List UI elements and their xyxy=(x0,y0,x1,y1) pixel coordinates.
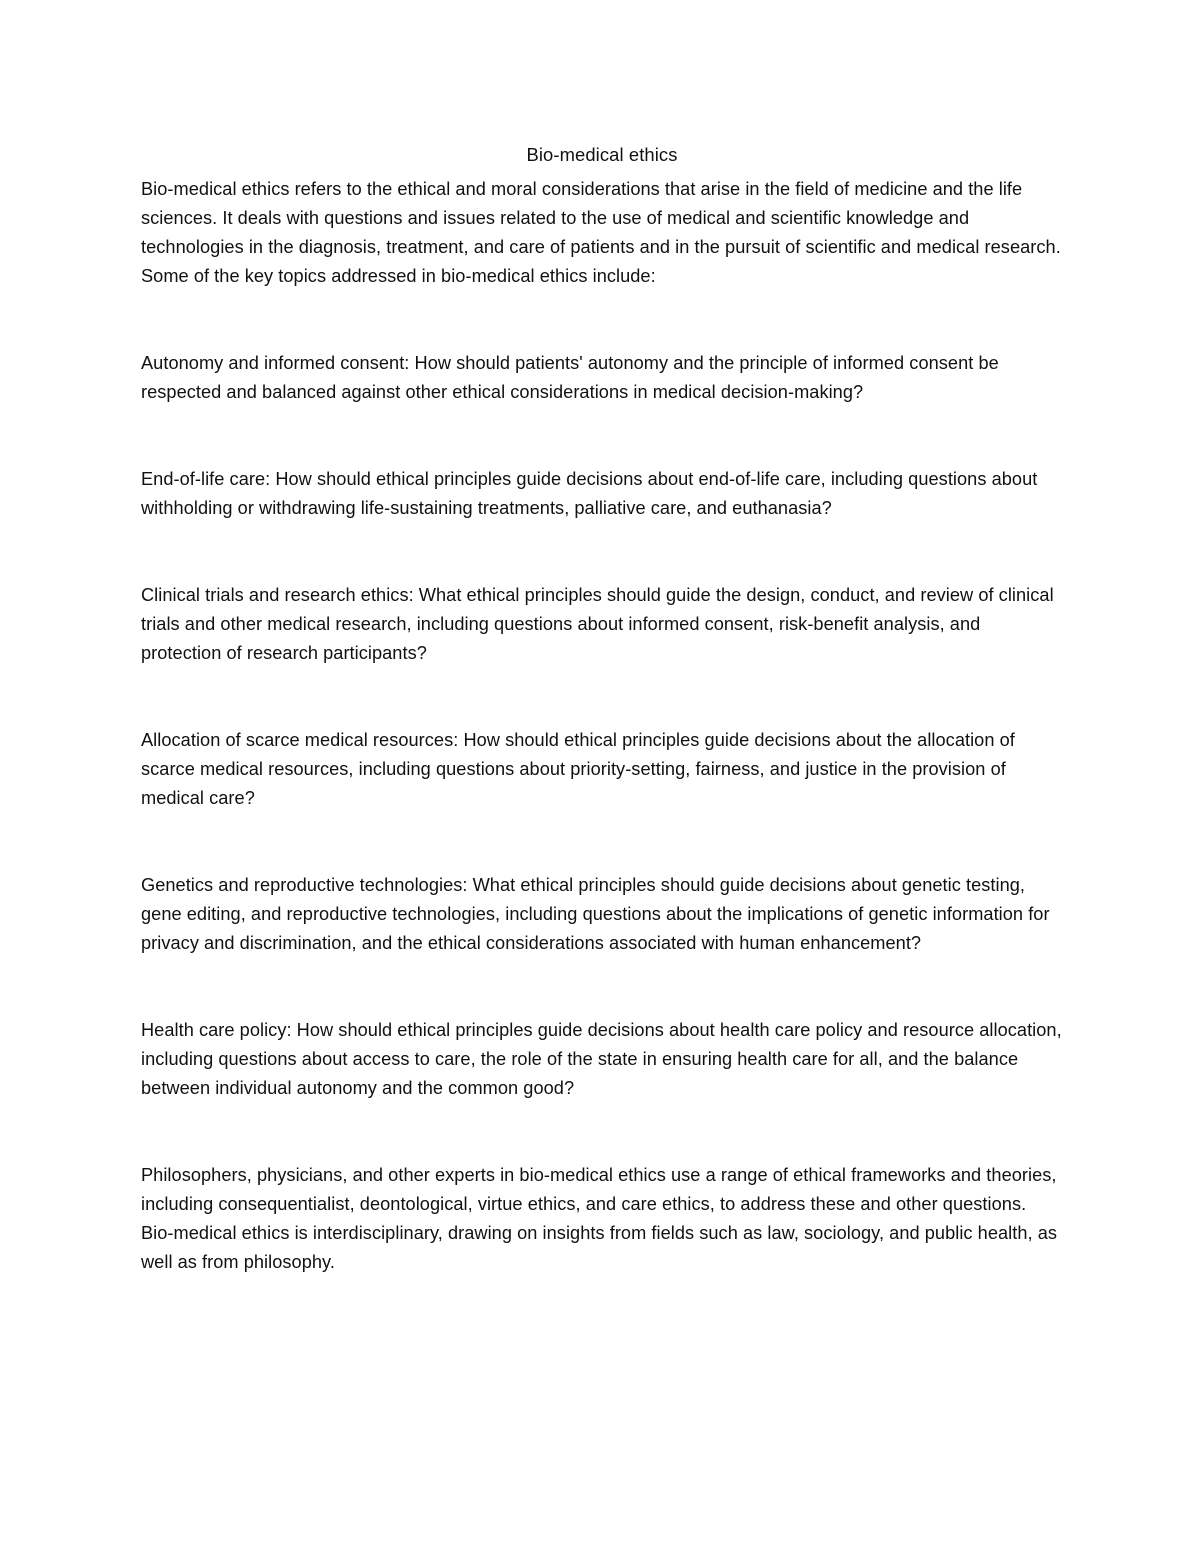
topic-clinical-trials-paragraph: Clinical trials and research ethics: What ethical principles should guide the design, conduct, and review of clinical trials and other medical research, including questions about informed consent, risk-benefit analysis, and protection of research participants? xyxy=(141,585,1054,663)
topic-health-care-policy-paragraph: Health care policy: How should ethical principles guide decisions about health care policy and resource allocation, including questions about access to care, the role of the state in ensuring health care for all, and the balance between individual autonomy and the common good? xyxy=(141,1020,1062,1098)
topic-genetics-paragraph: Genetics and reproductive technologies: What ethical principles should guide decisions about genetic testing, gene editing, and reproductive technologies, including questions about the implications of genetic information for privacy and discrimination, and the ethical considerations associated with human enhancement? xyxy=(141,875,1050,953)
intro-paragraph: Bio-medical ethics refers to the ethical and moral considerations that arise in the field of medicine and the life sciences. It deals with questions and issues related to the use of medical and scientific knowledge and technologies in the diagnosis, treatment, and care of patients and in the pursuit of scientific and medical research. Some of the key topics addressed in bio-medical ethics include: xyxy=(141,179,1061,286)
topic-resource-allocation-paragraph: Allocation of scarce medical resources: How should ethical principles guide decisions about the allocation of scarce medical resources, including questions about priority-setting, fairness, and justice in the provision of medical care? xyxy=(141,730,1015,808)
topic-autonomy-paragraph: Autonomy and informed consent: How should patients' autonomy and the principle of informed consent be respected and balanced against other ethical considerations in medical decision-making? xyxy=(141,353,999,402)
topic-end-of-life-paragraph: End-of-life care: How should ethical principles guide decisions about end-of-life care, including questions about withholding or withdrawing life-sustaining treatments, palliative care, and euthanasia? xyxy=(141,469,1038,518)
conclusion-paragraph: Philosophers, physicians, and other experts in bio-medical ethics use a range of ethical frameworks and theories, including consequentialist, deontological, virtue ethics, and care ethics, to address these and other questions. Bio-medical ethics is interdisciplinary, drawing on insights from fields such as law, sociology, and public health, as well as from philosophy. xyxy=(141,1165,1058,1272)
document-body xyxy=(141,140,1063,1277)
document-title: Bio-medical ethics xyxy=(526,144,678,165)
